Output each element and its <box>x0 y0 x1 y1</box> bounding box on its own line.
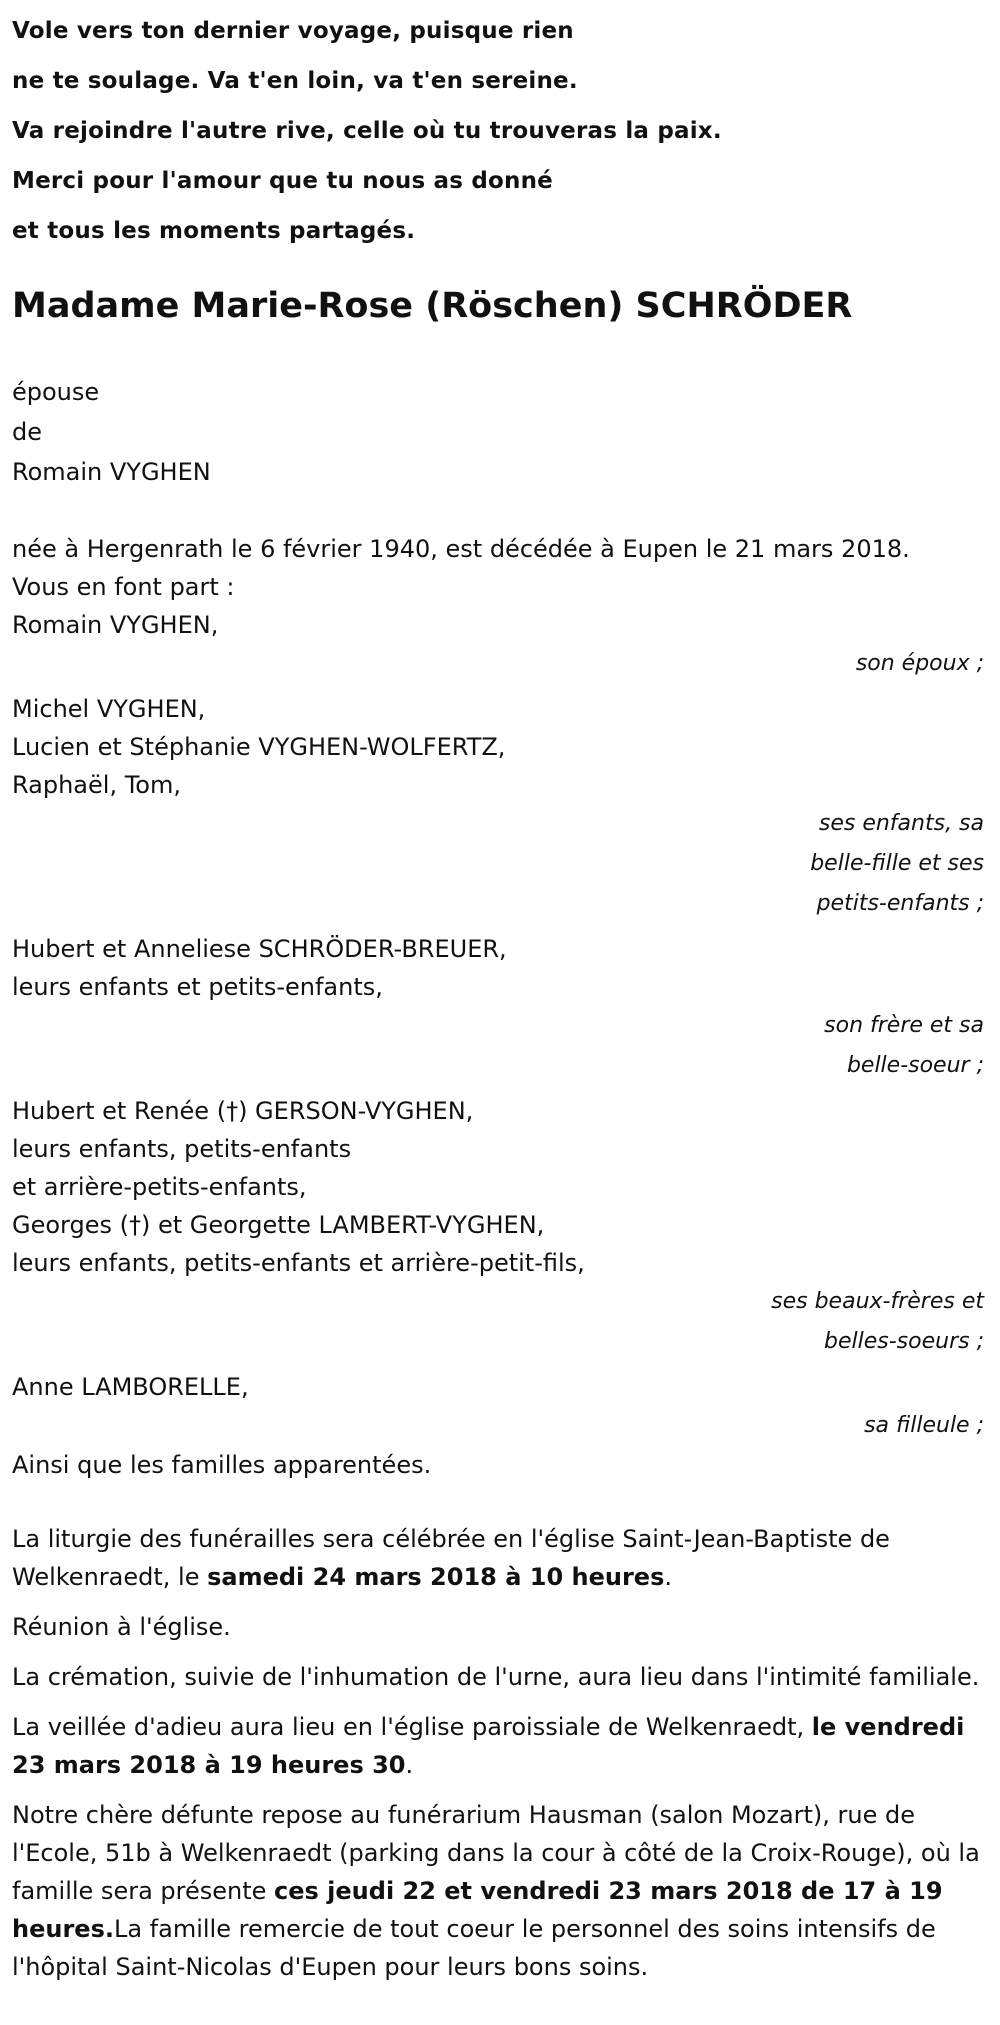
family-name-line: Romain VYGHEN, <box>12 611 219 639</box>
reunion-paragraph: Réunion à l'église. <box>12 1613 231 1641</box>
announce-line: Vous en font part : <box>12 573 235 601</box>
liturgy-date: samedi 24 mars 2018 à 10 heures <box>207 1563 665 1591</box>
relation-label: sa filleule ; <box>864 1413 984 1438</box>
vigil-text: La veillée d'adieu aura lieu en l'église paroissiale de Welkenraedt, <box>12 1713 812 1741</box>
poem-line: Va rejoindre l'autre rive, celle où tu trouveras la paix. <box>12 118 722 144</box>
family-name-line: Raphaël, Tom, <box>12 771 181 799</box>
rest-text: Notre chère défunte repose au funérarium Hausman (salon Mozart), rue de l'Ecole, 51b à Welkenraedt (parking dans la cour à côté de la Croix-Rouge), où la famille sera présente <box>12 1801 980 1905</box>
deceased-name: Madame Marie-Rose (Röschen) SCHRÖDER <box>12 286 853 326</box>
relation-label: belle-fille et ses <box>810 851 984 876</box>
family-group-goddaughter <box>12 1368 988 1446</box>
family-group-brother <box>12 930 988 1086</box>
family-name-line: Hubert et Renée (†) GERSON-VYGHEN, <box>12 1097 474 1125</box>
families-line: Ainsi que les familles apparentées. <box>12 1451 432 1479</box>
relation-label: belle-soeur ; <box>846 1053 984 1078</box>
relation-label: son frère et sa <box>824 1013 984 1038</box>
family-name-line: Anne LAMBORELLE, <box>12 1373 249 1401</box>
family-name-line: Michel VYGHEN, <box>12 695 206 723</box>
family-group-children <box>12 690 988 924</box>
vigil-date: le vendredi 23 mars 2018 à 19 heures 30 <box>12 1713 965 1779</box>
liturgy-text: La liturgie des funérailles sera célébrée en l'église Saint-Jean-Baptiste de Welkenraedt, le <box>12 1525 890 1591</box>
poem-line: ne te soulage. Va t'en loin, va t'en sereine. <box>12 68 578 94</box>
rest-dates: ces jeudi 22 et vendredi 23 mars 2018 de 17 à 19 heures. <box>12 1877 943 1943</box>
family-name-line: Georges (†) et Georgette LAMBERT-VYGHEN, <box>12 1211 545 1239</box>
poem <box>12 0 988 256</box>
rest-paragraph <box>12 1796 988 1986</box>
relation-label: ses enfants, sa <box>818 811 984 836</box>
family-name-line: leurs enfants, petits-enfants <box>12 1135 352 1163</box>
birth-death-line: née à Hergenrath le 6 février 1940, est décédée à Eupen le 21 mars 2018. <box>12 535 910 563</box>
relation-label: son époux ; <box>855 651 984 676</box>
relation-label: belles-soeurs ; <box>824 1329 984 1354</box>
cremation-paragraph: La crémation, suivie de l'inhumation de l'urne, aura lieu dans l'intimité familiale. <box>12 1663 980 1691</box>
poem-line: et tous les moments partagés. <box>12 218 416 244</box>
vigil-end: . <box>405 1751 414 1779</box>
relation-label: petits-enfants ; <box>816 891 984 916</box>
spouse-preposition: de <box>12 418 42 446</box>
family-name-line: leurs enfants et petits-enfants, <box>12 973 383 1001</box>
family-name-line: et arrière-petits-enfants, <box>12 1173 307 1201</box>
family-group-in-laws <box>12 1092 988 1362</box>
liturgy-paragraph <box>12 1520 988 1596</box>
spouse-name: Romain VYGHEN <box>12 458 211 486</box>
liturgy-end: . <box>664 1563 672 1591</box>
poem-line: Vole vers ton dernier voyage, puisque rien <box>12 18 574 44</box>
rest-thanks: La famille remercie de tout coeur le personnel des soins intensifs de l'hôpital Saint-Nicolas d'Eupen pour leurs bons soins. <box>12 1915 936 1981</box>
vigil-paragraph <box>12 1708 988 1784</box>
family-name-line: Lucien et Stéphanie VYGHEN-WOLFERTZ, <box>12 733 506 761</box>
relation-label: ses beaux-frères et <box>771 1289 984 1314</box>
spouse-block <box>12 372 988 492</box>
family-name-line: Hubert et Anneliese SCHRÖDER-BREUER, <box>12 935 507 963</box>
spouse-label: épouse <box>12 378 100 406</box>
family-name-line: leurs enfants, petits-enfants et arrière-petit-fils, <box>12 1249 585 1277</box>
poem-line: Merci pour l'amour que tu nous as donné <box>12 168 553 194</box>
family-group-spouse <box>12 606 988 684</box>
